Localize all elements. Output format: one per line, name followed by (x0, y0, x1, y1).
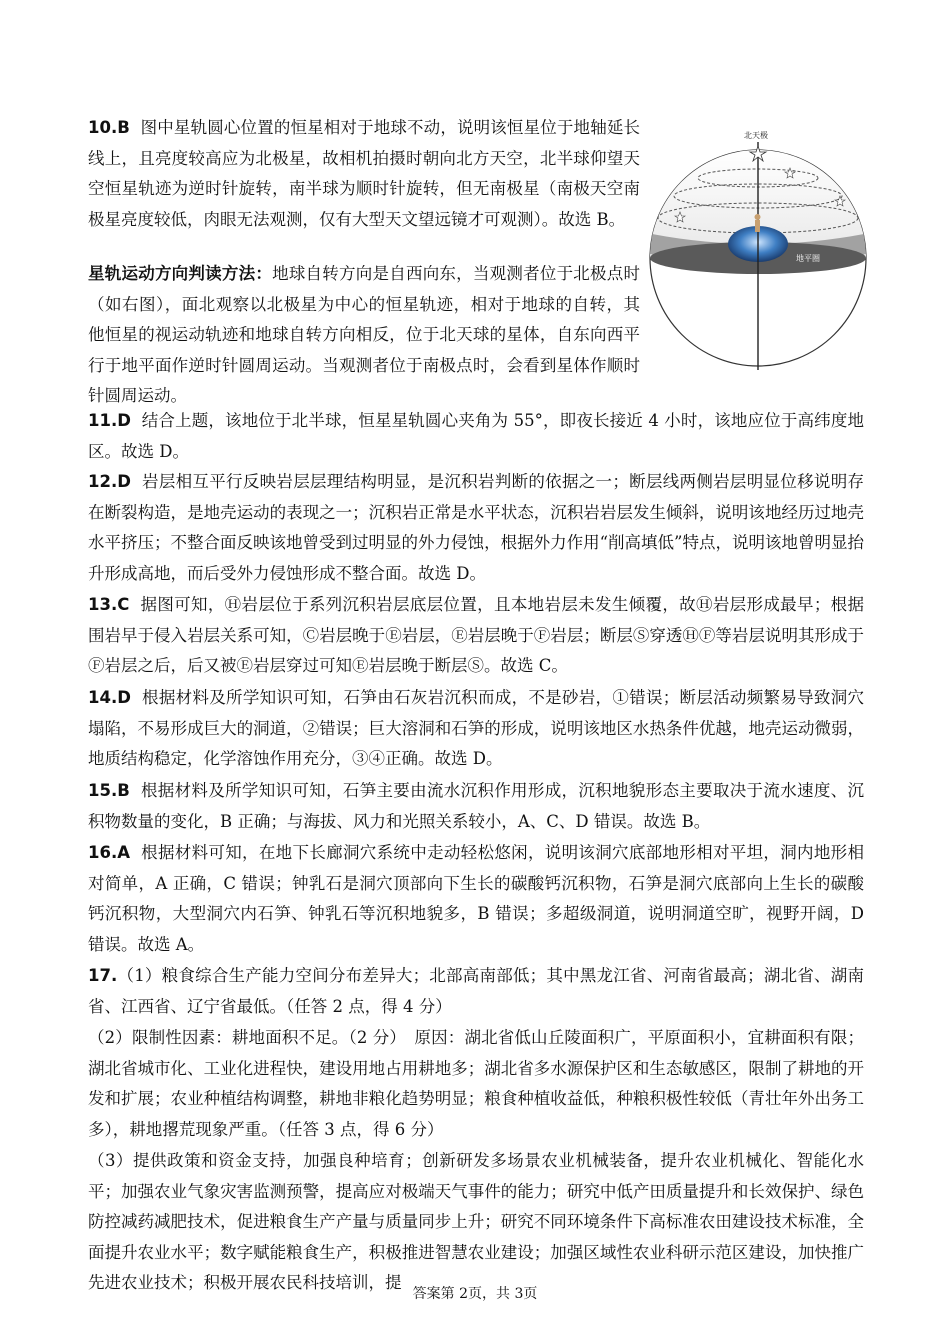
page-footer: 答案第 2页，共 3页 (412, 1286, 538, 1302)
answer-13-text: 据图可知，Ⓗ岩层位于系列沉积岩层底层位置，且本地岩层未发生倾覆，故Ⓗ岩层形成最早；根据围岩早于侵入岩层关系可知，Ⓒ岩层晚于Ⓔ岩层，Ⓔ岩层晚于Ⓕ岩层；断层Ⓢ穿透ⒽⒻ等岩层说明其形成于Ⓕ岩层之后，后又被Ⓔ岩层穿过可知Ⓔ岩层晚于断层Ⓢ。故选 C。 (88, 595, 864, 676)
horizon-label: 地平圈 (796, 254, 820, 263)
answer-16-text: 根据材料可知，在地下长廊洞穴系统中走动轻松悠闲，说明该洞穴底部地形相对平坦，洞内地形相对简单，A 正确，C 错误；钟乳石是洞穴顶部向下生长的碳酸钙沉积物，石笋是洞穴底部向上生长的碳酸钙沉积物，大型洞穴内石笋、钟乳石等沉积地貌多，B 错误；多超级洞道，说明洞道空旷，视野开阔，D 错误。故选 A。 (88, 843, 865, 954)
celestial-sphere-figure (640, 126, 876, 376)
answer-16 (88, 838, 864, 960)
answer-17-part-2 (88, 1023, 864, 1145)
answer-16-number: 16.A (88, 843, 130, 862)
answer-11-number: 11.D (88, 411, 131, 430)
north-pole-label: 北天极 (744, 131, 768, 140)
answer-15-text: 根据材料及所学知识可知，石笋主要由流水沉积作用形成，沉积地貌形态主要取决于流水速度、沉积物数量的变化，B 正确；与海拔、风力和光照关系较小，A、C、D 错误。故选 B。 (88, 781, 864, 831)
answer-15 (88, 776, 864, 837)
answer-12-text: 岩层相互平行反映岩层层理结构明显，是沉积岩判断的依据之一；断层线两侧岩层明显位移说明存在断裂构造，是地壳运动的表现之一；沉积岩正常是水平状态，沉积岩岩层发生倾斜，说明该地经历过地壳水平挤压；不整合面反映该地曾受到过明显的外力侵蚀，根据外力作用“削高填低”特点，说明该地曾明显抬升形成高地，而后受外力侵蚀形成不整合面。故选 D。 (88, 472, 864, 583)
answer-17-part-1-text: （1）粮食综合生产能力空间分布差异大；北部高南部低；其中黑龙江省、河南省最高；湖北省、湖南省、江西省、辽宁省最低。（任答 2 点，得 4 分） (88, 966, 864, 1016)
answer-10 (88, 113, 640, 235)
answer-12 (88, 467, 864, 589)
answer-17-part-1 (88, 961, 864, 1022)
answer-17-part-2-text: （2）限制性因素：耕地面积不足。（2 分） 原因：湖北省低山丘陵面积广，平原面积小，宜耕面积有限；湖北省城市化、工业化进程快，建设用地占用耕地多；湖北省多水源保护区和生态敏感区，限制了耕地的开发和扩展；农业种植结构调整，耕地非粮化趋势明显；粮食种植收益低，种粮积极性较低（青壮年外出务工多），耕地撂荒现象严重。（任答 3 点，得 6 分） (88, 1028, 864, 1139)
answer-10-number: 10.B (88, 118, 130, 137)
method-text: 地球自转方向是自西向东，当观测者位于北极点时（如右图），面北观察以北极星为中心的恒星轨迹，相对于地球的自转，其他恒星的视运动轨迹和地球自转方向相反，位于北天球的星体，自东向西平行于地平面作逆时针圆周运动。当观测者位于南极点时，会看到星体作顺时针圆周运动。 (88, 264, 640, 406)
answer-10-text: 图中星轨圆心位置的恒星相对于地球不动，说明该恒星位于地轴延长线上，且亮度较高应为北极星，故相机拍摄时朝向北方天空，北半球仰望天空恒星轨迹为逆时针旋转，南半球为顺时针旋转，但无南极星（南极天空南极星亮度较低，肉眼无法观测，仅有大型天文望远镜才可观测）。故选 B。 (88, 118, 640, 229)
answer-17-number: 17. (88, 966, 118, 985)
answer-14 (88, 683, 864, 775)
observer-icon (755, 220, 760, 232)
answer-15-number: 15.B (88, 781, 130, 800)
celestial-sphere-diagram (640, 126, 876, 376)
answer-17-part-3-text: （3）提供政策和资金支持，加强良种培育；创新研发多场景农业机械装备，提升农业机械化、智能化水平；加强农业气象灾害监测预警，提高应对极端天气事件的能力；研究中低产田质量提升和长效保护、绿色防控减药减肥技术，促进粮食生产产量与质量同步上升；研究不同环境条件下高标准农田建设技术标准，全面提升农业水平；数字赋能粮食生产，积极推进智慧农业建设；加强区域性农业科研示范区建设，加快推广先进农业技术；积极开展农民科技培训，提 (88, 1151, 864, 1293)
answer-14-number: 14.D (88, 688, 131, 707)
method-title: 星轨运动方向判读方法： (88, 264, 273, 283)
answer-14-text: 根据材料及所学知识可知，石笋由石灰岩沉积而成，不是砂岩，①错误；断层活动频繁易导致洞穴塌陷，不易形成巨大的洞道，②错误；巨大溶洞和石笋的形成，说明该地区水热条件优越，地壳运动微弱，地质结构稳定，化学溶蚀作用充分，③④正确。故选 D。 (88, 688, 864, 769)
answer-13-number: 13.C (88, 595, 130, 614)
answer-12-number: 12.D (88, 472, 131, 491)
star-trail-method (88, 259, 640, 412)
answer-17-part-3 (88, 1146, 864, 1299)
answer-11 (88, 406, 864, 467)
answer-13 (88, 590, 864, 682)
answer-11-text: 结合上题，该地位于北半球，恒星星轨圆心夹角为 55°，即夜长接近 4 小时，该地应位于高纬度地区。故选 D。 (88, 411, 864, 461)
